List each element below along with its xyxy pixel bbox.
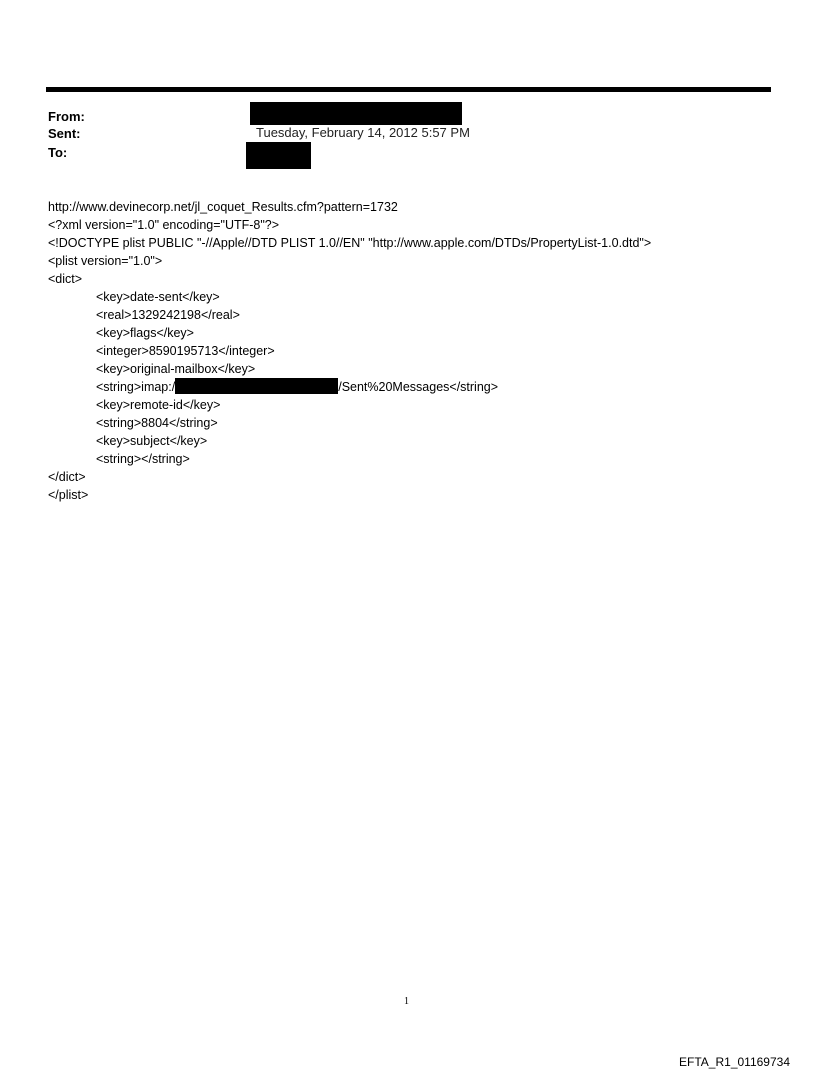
plist-entry: <integer>8590195713</integer> (96, 344, 275, 358)
mailbox-redaction (175, 378, 338, 394)
plist-entry: <key>subject</key> (96, 434, 208, 448)
mailbox-prefix: <string>imap:/ (96, 380, 176, 394)
xml-declaration: <?xml version="1.0" encoding="UTF-8"?> (48, 218, 280, 232)
mailbox-line (48, 378, 651, 396)
plist-entry: <real>1329242198</real> (96, 308, 240, 322)
header-rule (46, 87, 771, 92)
dict-open: <dict> (48, 272, 83, 286)
document-id: EFTA_R1_01169734 (679, 1055, 790, 1069)
sent-label: Sent: (48, 126, 81, 141)
doctype-line: <!DOCTYPE plist PUBLIC "-//Apple//DTD PLIST 1.0//EN" "http://www.apple.com/DTDs/PropertyList-1.0.dtd"> (48, 236, 652, 250)
mailbox-suffix: /Sent%20Messages</string> (338, 380, 499, 394)
from-label: From: (48, 109, 85, 124)
plist-entry: <string></string> (96, 452, 190, 466)
results-url: http://www.devinecorp.net/jl_coquet_Results.cfm?pattern=1732 (48, 200, 398, 214)
plist-entry: <key>date-sent</key> (96, 290, 220, 304)
plist-entry: <string>8804</string> (96, 416, 218, 430)
to-label: To: (48, 145, 68, 160)
dict-close: </dict> (48, 470, 86, 484)
plist-open: <plist version="1.0"> (48, 254, 163, 268)
plist-entry: <key>flags</key> (96, 326, 194, 340)
sent-value: Tuesday, February 14, 2012 5:57 PM (256, 125, 470, 140)
to-redaction (246, 142, 311, 169)
plist-close: </plist> (48, 488, 89, 502)
plist-entry: <key>original-mailbox</key> (96, 362, 256, 376)
from-redaction (250, 102, 462, 125)
page-number: 1 (404, 996, 409, 1007)
plist-entry: <key>remote-id</key> (96, 398, 221, 412)
email-body (48, 198, 651, 504)
